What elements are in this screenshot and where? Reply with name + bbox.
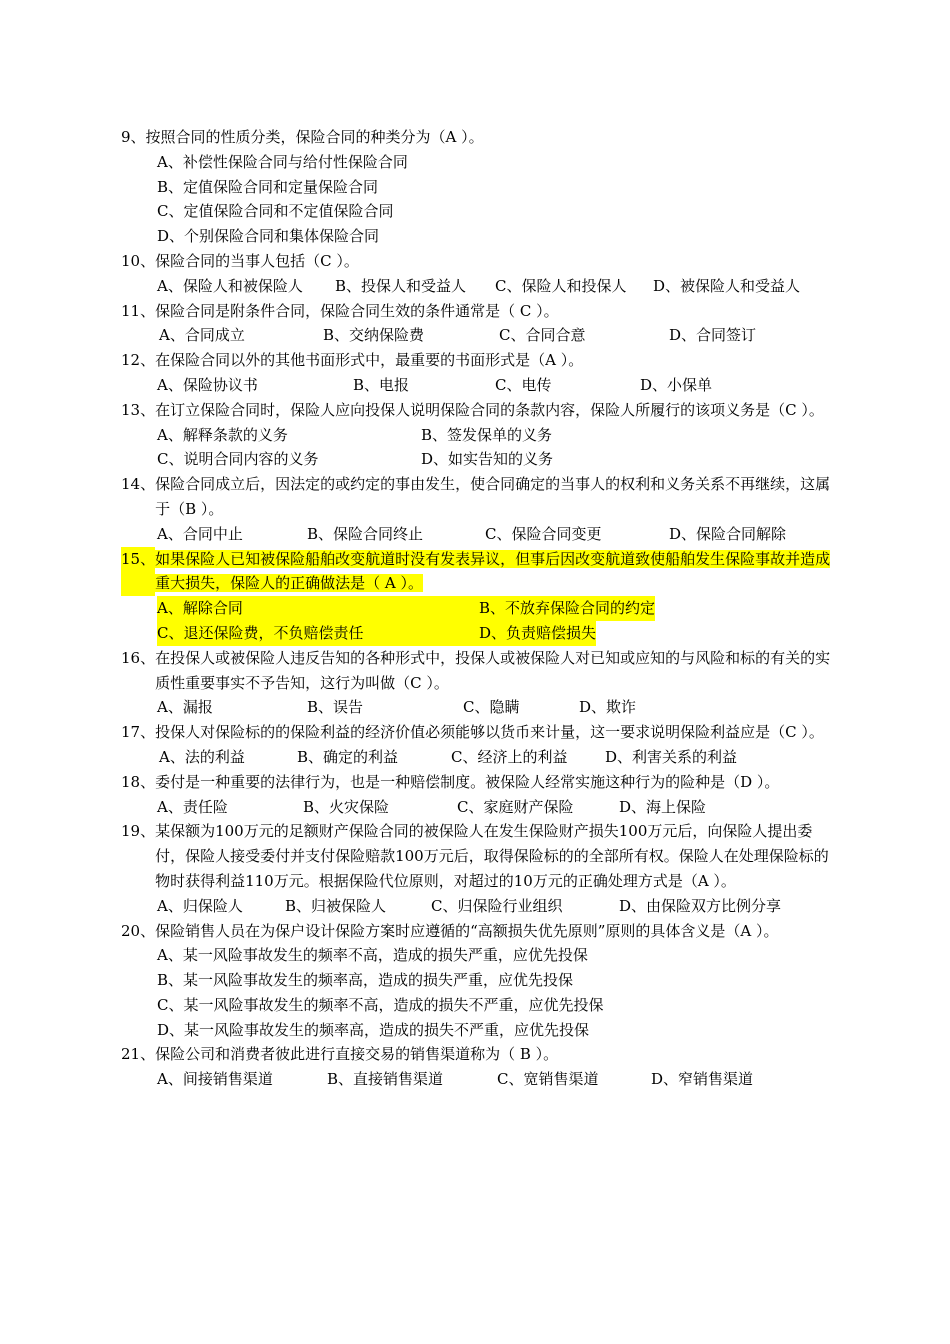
question-number: 14、 (121, 475, 156, 494)
question-11 (121, 299, 833, 324)
question-text: 保险合同是附条件合同，保险合同生效的条件通常是（ C ）。 (155, 301, 559, 320)
option-c: C、电传 (495, 375, 552, 394)
question-21 (121, 1042, 833, 1067)
options-row (121, 423, 833, 448)
question-text: 保险公司和消费者彼此进行直接交易的销售渠道称为（ B ）。 (155, 1045, 559, 1064)
question-number: 21、 (121, 1045, 156, 1064)
options-row (121, 447, 833, 472)
question-12 (121, 348, 833, 373)
question-text: 投保人对保险标的的保险利益的经济价值必须能够以货币来计量，这一要求说明保险利益应是（C ）。 (155, 723, 824, 742)
option-a: A、某一风险事故发生的频率不高，造成的损失严重，应优先投保 (157, 946, 588, 965)
options-row (121, 323, 833, 348)
question-18 (121, 770, 833, 795)
question-text: 某保额为100万元的足额财产保险合同的被保险人在发生保险财产损失100万元后，向保险人提出委付，保险人接受委付并支付保险赔款100万元后，取得保险标的的全部所有权。保险人在处理保险标的物时获得利益110万元。根据保险代位原则，对超过的10万元的正确处理方式是（A ）。 (155, 822, 829, 890)
question-number: 18、 (121, 772, 156, 791)
options-row (121, 695, 833, 720)
option-d: D、由保险双方比例分享 (619, 896, 782, 915)
option-d: D、某一风险事故发生的频率高，造成的损失不严重，应优先投保 (157, 1020, 590, 1039)
option-c: C、宽销售渠道 (497, 1070, 599, 1089)
option-d: D、保险合同解除 (669, 524, 787, 543)
question-15 (121, 547, 833, 597)
option-c: C、合同合意 (499, 326, 586, 345)
question-text: 委付是一种重要的法律行为，也是一种赔偿制度。被保险人经常实施这种行为的险种是（D ）。 (155, 772, 780, 791)
option-d: D、欺诈 (579, 698, 637, 717)
option-c: C、保险合同变更 (485, 524, 602, 543)
question-text: 保险销售人员在为保户设计保险方案时应遵循的“高额损失优先原则”原则的具体含义是（A ）。 (155, 921, 779, 940)
question-9 (121, 125, 833, 150)
option-a: A、合同成立 (159, 326, 245, 345)
option-c: C、某一风险事故发生的频率不高，造成的损失不严重，应优先投保 (157, 995, 604, 1014)
options-row (121, 745, 833, 770)
options-row (121, 373, 833, 398)
option-a: A、解除合同 (157, 596, 479, 621)
option-c: C、定值保险合同和不定值保险合同 (157, 202, 394, 221)
question-text: 在投保人或被保险人违反告知的各种形式中，投保人或被保险人对已知或应知的与风险和标的有关的实质性重要事实不予告知，这行为叫做（C ）。 (155, 648, 831, 692)
option-b: B、不放弃保险合同的约定 (479, 596, 655, 621)
option-b: B、定值保险合同和定量保险合同 (157, 177, 379, 196)
option-d: D、被保险人和受益人 (653, 276, 801, 295)
option-b: B、某一风险事故发生的频率高，造成的损失严重，应优先投保 (157, 971, 574, 990)
question-number: 20、 (121, 921, 156, 940)
option-b: B、投保人和受益人 (335, 276, 467, 295)
question-14 (121, 472, 833, 522)
question-10 (121, 249, 833, 274)
option-b: B、电报 (353, 375, 410, 394)
question-number: 9、 (121, 128, 146, 146)
option-d: D、个别保险合同和集体保险合同 (157, 227, 380, 246)
question-text: 保险合同成立后，因法定的或约定的事由发生，使合同确定的当事人的权利和义务关系不再继续，这属于（B ）。 (155, 475, 831, 518)
option-a: A、补偿性保险合同与给付性保险合同 (157, 152, 408, 171)
option-c: C、归保险行业组织 (431, 896, 563, 915)
option-d: D、利害关系的利益 (605, 747, 738, 766)
option-d: D、海上保险 (619, 797, 707, 816)
option-c: C、说明合同内容的义务 (157, 450, 319, 469)
question-20 (121, 919, 833, 944)
option-b: B、保险合同终止 (307, 524, 424, 543)
question-number: 15、 (121, 547, 155, 597)
question-list (121, 125, 833, 1092)
option-a: A、间接销售渠道 (157, 1070, 273, 1089)
option-a: A、保险人和被保险人 (157, 276, 303, 295)
option-c: C、经济上的利益 (451, 747, 568, 766)
option-d: D、窄销售渠道 (651, 1070, 754, 1089)
option-a: A、法的利益 (159, 747, 245, 766)
option-a: A、保险协议书 (157, 375, 258, 394)
options-row (121, 522, 833, 547)
question-17 (121, 720, 833, 745)
question-text: 在订立保险合同时，保险人应向投保人说明保险合同的条款内容，保险人所履行的该项义务是（C ）。 (155, 400, 824, 419)
question-number: 11、 (121, 301, 156, 320)
options-row (121, 795, 833, 820)
option-c: C、隐瞒 (463, 698, 520, 717)
option-b: B、误告 (307, 698, 364, 717)
option-b: B、直接销售渠道 (327, 1070, 444, 1089)
question-number: 16、 (121, 648, 156, 667)
option-c: C、退还保险费，不负赔偿责任 (157, 621, 479, 646)
option-b: B、归被保险人 (285, 896, 387, 915)
options-row (121, 621, 833, 646)
option-d: D、合同签订 (669, 326, 757, 345)
option-c: C、家庭财产保险 (457, 797, 574, 816)
option-b: B、确定的利益 (297, 747, 399, 766)
options-row (121, 596, 833, 621)
question-number: 17、 (121, 723, 156, 742)
question-text (155, 547, 833, 597)
option-a: A、解释条款的义务 (157, 425, 288, 444)
question-13 (121, 398, 833, 423)
question-text: 在保险合同以外的其他书面形式中，最重要的书面形式是（A ）。 (155, 351, 584, 370)
option-b: B、交纳保险费 (323, 326, 425, 345)
option-b: B、火灾保险 (303, 797, 390, 816)
option-a: A、责任险 (157, 797, 228, 816)
question-19 (121, 819, 833, 893)
option-d: D、小保单 (640, 375, 713, 394)
options-row (121, 894, 833, 919)
options-row (121, 1067, 833, 1092)
question-number: 13、 (121, 400, 156, 419)
option-b: B、签发保单的义务 (421, 425, 553, 444)
option-d: D、负责赔偿损失 (479, 621, 596, 646)
question-text: 按照合同的性质分类，保险合同的种类分为（A ）。 (145, 128, 484, 146)
option-c: C、保险人和投保人 (495, 276, 627, 295)
question-number: 12、 (121, 351, 156, 370)
options-row (121, 274, 833, 299)
question-number: 19、 (121, 822, 156, 841)
option-d: D、如实告知的义务 (421, 450, 554, 469)
question-number: 10、 (121, 251, 156, 270)
option-a: A、归保险人 (157, 896, 243, 915)
option-a: A、漏报 (157, 698, 213, 717)
question-text: 保险合同的当事人包括（C ）。 (155, 251, 359, 270)
question-16 (121, 646, 833, 696)
option-a: A、合同中止 (157, 524, 243, 543)
highlighted-text: 如果保险人已知被保险船舶改变航道时没有发表异议，但事后因改变航道致使船舶发生保险事故并造成重大损失，保险人的正确做法是（ A ）。 (155, 549, 831, 593)
